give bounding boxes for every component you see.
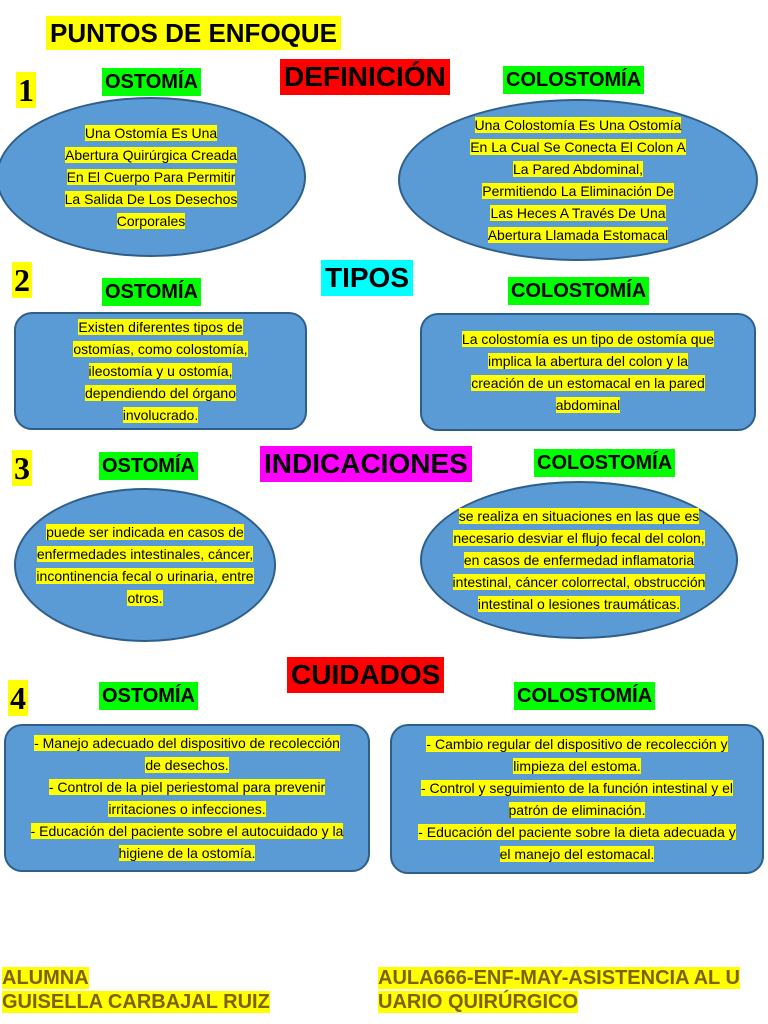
indicaciones-colostomia-ellipse xyxy=(420,481,738,639)
page-title: PUNTOS DE ENFOQUE xyxy=(46,16,341,50)
indicaciones-ostomia-text: puede ser indicada en casos de enfermedades intestinales, cáncer, incontinencia fecal o urinaria, entre otros. xyxy=(36,524,254,606)
indicaciones-colostomia-text: se realiza en situaciones en las que es necesario desviar el flujo fecal del colon, en casos de enfermedad inflamatoria intestinal, cáncer colorrectal, obstrucción intestinal o lesiones traumáticas. xyxy=(452,508,706,612)
footer-student-label: ALUMNA xyxy=(2,967,89,989)
definicion-colostomia-ellipse xyxy=(398,99,758,261)
definicion-ostomia-text: Una Ostomía Es Una Abertura Quirúrgica Creada En El Cuerpo Para Permitir La Salida De Los Desechos Corporales xyxy=(64,125,238,229)
footer-course-line2: UARIO QUIRÚRGICO xyxy=(378,991,578,1013)
definicion-colostomia-text: Una Colostomía Es Una Ostomía En La Cual Se Conecta El Colon A La Pared Abdominal, Permitiendo La Eliminación De Las Heces A Través De Una Abertura Llamada Estomacal xyxy=(470,117,686,243)
footer-course-line1: AULA666-ENF-MAY-ASISTENCIA AL U xyxy=(378,967,740,989)
section-number-3: 3 xyxy=(14,450,30,486)
label-colostomia-3: COLOSTOMÍA xyxy=(534,449,675,477)
tipos-colostomia-box xyxy=(420,313,756,431)
section-title-indicaciones: INDICACIONES xyxy=(260,446,472,482)
footer-student xyxy=(2,966,270,1014)
section-title-cuidados: CUIDADOS xyxy=(287,657,444,693)
indicaciones-ostomia-ellipse xyxy=(14,488,276,642)
footer-student-name: GUISELLA CARBAJAL RUIZ xyxy=(2,991,270,1013)
section-number-2: 2 xyxy=(14,262,30,298)
cuidados-ostomia-box xyxy=(4,724,370,872)
cuidados-colostomia-box xyxy=(390,724,764,874)
label-colostomia-1: COLOSTOMÍA xyxy=(503,66,644,94)
section-title-definicion: DEFINICIÓN xyxy=(280,59,450,95)
tipos-ostomia-box xyxy=(14,312,307,430)
section-number-4: 4 xyxy=(10,680,26,716)
label-ostomia-4: OSTOMÍA xyxy=(99,682,198,710)
label-colostomia-4: COLOSTOMÍA xyxy=(514,682,655,710)
cuidados-ostomia-text: - Manejo adecuado del dispositivo de recolección de desechos. - Control de la piel periestomal para prevenir irritaciones o infecciones. - Educación del paciente sobre el autocuidado y la higiene de la ostomía. xyxy=(30,735,344,861)
section-number-1: 1 xyxy=(18,72,34,108)
definicion-ostomia-ellipse xyxy=(0,97,306,257)
label-colostomia-2: COLOSTOMÍA xyxy=(508,277,649,305)
label-ostomia-3: OSTOMÍA xyxy=(99,452,198,480)
tipos-ostomia-text: Existen diferentes tipos de ostomías, como colostomía, ileostomía y u ostomía, dependiendo del órgano involucrado. xyxy=(73,319,248,423)
label-ostomia-2: OSTOMÍA xyxy=(102,278,201,306)
cuidados-colostomia-text: - Cambio regular del dispositivo de recolección y limpieza del estoma. - Control y seguimiento de la función intestinal y el patrón de eliminación. - Educación del paciente sobre la dieta adecuada y el manejo del estomacal. xyxy=(418,736,736,862)
section-title-tipos: TIPOS xyxy=(321,260,413,296)
tipos-colostomia-text: La colostomía es un tipo de ostomía que implica la abertura del colon y la creación de un estomacal en la pared abdominal xyxy=(461,331,715,413)
footer-course xyxy=(378,966,740,1014)
label-ostomia-1: OSTOMÍA xyxy=(102,68,201,96)
